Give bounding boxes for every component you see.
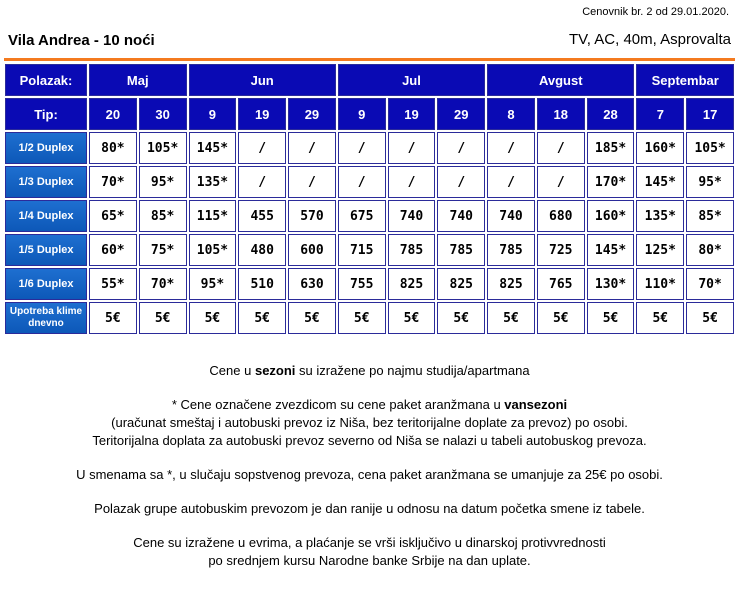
note-payment: Cene su izražene u evrima, a plaćanje se vrši isključivo u dinarskoj protivvrednosti po srednjem kursu Narodne banke Srbije na dan uplate. [133, 535, 606, 568]
row-label: 1/6 Duplex [5, 268, 87, 300]
day-header: 28 [587, 98, 635, 130]
price-cell: 785 [388, 234, 436, 266]
departure-label: Polazak: [5, 64, 87, 96]
day-header: 7 [636, 98, 684, 130]
price-cell: 5€ [338, 302, 386, 334]
price-cell: 105* [686, 132, 734, 164]
price-cell: 145* [587, 234, 635, 266]
price-cell: 5€ [487, 302, 535, 334]
price-cell: 5€ [189, 302, 237, 334]
day-header: 18 [537, 98, 585, 130]
price-cell: 825 [388, 268, 436, 300]
price-cell: 170* [587, 166, 635, 198]
day-header-row [5, 98, 734, 130]
price-cell: 725 [537, 234, 585, 266]
price-cell: / [487, 132, 535, 164]
day-header: 9 [338, 98, 386, 130]
price-cell: 80* [686, 234, 734, 266]
day-header: 30 [139, 98, 187, 130]
price-cell: 785 [437, 234, 485, 266]
price-cell: 145* [636, 166, 684, 198]
row-label: 1/2 Duplex [5, 132, 87, 164]
price-cell: 160* [587, 200, 635, 232]
price-cell: 60* [89, 234, 137, 266]
price-cell: 5€ [636, 302, 684, 334]
table-row [5, 200, 734, 232]
notes-section [0, 362, 739, 586]
price-cell: 765 [537, 268, 585, 300]
price-cell: / [288, 166, 336, 198]
price-cell: 95* [189, 268, 237, 300]
price-cell: 145* [189, 132, 237, 164]
row-label: 1/5 Duplex [5, 234, 87, 266]
day-header: 9 [189, 98, 237, 130]
price-cell: 105* [189, 234, 237, 266]
day-header: 29 [288, 98, 336, 130]
price-cell: 135* [189, 166, 237, 198]
price-cell: 85* [686, 200, 734, 232]
page-header [4, 28, 735, 61]
price-cell: 715 [338, 234, 386, 266]
price-cell: 185* [587, 132, 635, 164]
price-cell: / [338, 132, 386, 164]
price-cell: 680 [537, 200, 585, 232]
price-cell: 740 [437, 200, 485, 232]
month-header: Jul [338, 64, 485, 96]
price-cell: 455 [238, 200, 286, 232]
price-cell: 70* [686, 268, 734, 300]
price-cell: / [288, 132, 336, 164]
row-label: Upotreba klime dnevno [5, 302, 87, 334]
table-row [5, 268, 734, 300]
note-offseason: * Cene označene zvezdicom su cene paket aranžmana u vansezoni (uračunat smeštaj i autobuski prevoz iz Niša, bez teritorijalne doplate za prevoz) po osobi. Teritorijalna doplata za autobuski prevoz severno od Niša se nalazi u tabeli autobuskog prevoza. [92, 397, 647, 448]
price-cell: 600 [288, 234, 336, 266]
month-header: Jun [189, 64, 336, 96]
price-cell: 130* [587, 268, 635, 300]
price-cell: / [537, 166, 585, 198]
day-header: 29 [437, 98, 485, 130]
price-cell: 755 [338, 268, 386, 300]
price-cell: / [437, 166, 485, 198]
price-cell: 70* [139, 268, 187, 300]
price-cell: / [388, 166, 436, 198]
price-cell: 125* [636, 234, 684, 266]
price-cell: 95* [686, 166, 734, 198]
row-label: 1/3 Duplex [5, 166, 87, 198]
price-cell: / [537, 132, 585, 164]
price-cell: 70* [89, 166, 137, 198]
day-header: 19 [388, 98, 436, 130]
price-cell: / [487, 166, 535, 198]
table-row [5, 234, 734, 266]
page-title: Vila Andrea - 10 noći [8, 32, 155, 49]
price-list-number: Cenovnik br. 2 od 29.01.2020. [582, 6, 729, 18]
price-cell: 675 [338, 200, 386, 232]
table-row [5, 166, 734, 198]
price-cell: 75* [139, 234, 187, 266]
month-header: Avgust [487, 64, 634, 96]
table-row [5, 132, 734, 164]
price-cell: 5€ [587, 302, 635, 334]
price-table [3, 62, 736, 336]
price-cell: 55* [89, 268, 137, 300]
price-cell: 480 [238, 234, 286, 266]
price-cell: 740 [487, 200, 535, 232]
month-header: Septembar [636, 64, 734, 96]
note-own-transport: U smenama sa *, u slučaju sopstvenog prevoza, cena paket aranžmana se umanjuje za 25€ po osobi. [76, 467, 663, 482]
price-cell: 785 [487, 234, 535, 266]
price-cell: 825 [487, 268, 535, 300]
day-header: 17 [686, 98, 734, 130]
price-cell: / [238, 166, 286, 198]
price-cell: 510 [238, 268, 286, 300]
price-cell: 160* [636, 132, 684, 164]
accommodation-details: TV, AC, 40m, Asprovalta [568, 31, 731, 48]
price-cell: 5€ [139, 302, 187, 334]
price-cell: 740 [388, 200, 436, 232]
day-header: 19 [238, 98, 286, 130]
price-cell: / [238, 132, 286, 164]
price-cell: 95* [139, 166, 187, 198]
note-bus-departure: Polazak grupe autobuskim prevozom je dan ranije u odnosu na datum početka smene iz tabele. [94, 501, 645, 516]
price-cell: 5€ [537, 302, 585, 334]
price-cell: / [437, 132, 485, 164]
price-cell: 105* [139, 132, 187, 164]
month-header-row [5, 64, 734, 96]
price-cell: 5€ [89, 302, 137, 334]
price-cell: 5€ [686, 302, 734, 334]
price-cell: 110* [636, 268, 684, 300]
price-cell: 5€ [288, 302, 336, 334]
price-cell: 570 [288, 200, 336, 232]
row-label: 1/4 Duplex [5, 200, 87, 232]
type-label: Tip: [5, 98, 87, 130]
price-cell: 825 [437, 268, 485, 300]
day-header: 8 [487, 98, 535, 130]
price-cell: 80* [89, 132, 137, 164]
price-cell: 135* [636, 200, 684, 232]
price-cell: 630 [288, 268, 336, 300]
price-cell: 65* [89, 200, 137, 232]
note-season: Cene u sezoni su izražene po najmu studija/apartmana [209, 363, 530, 378]
day-header: 20 [89, 98, 137, 130]
price-cell: / [388, 132, 436, 164]
price-cell: 5€ [238, 302, 286, 334]
price-cell: 115* [189, 200, 237, 232]
price-cell: 5€ [437, 302, 485, 334]
price-cell: / [338, 166, 386, 198]
month-header: Maj [89, 64, 187, 96]
table-row [5, 302, 734, 334]
price-cell: 5€ [388, 302, 436, 334]
price-cell: 85* [139, 200, 187, 232]
